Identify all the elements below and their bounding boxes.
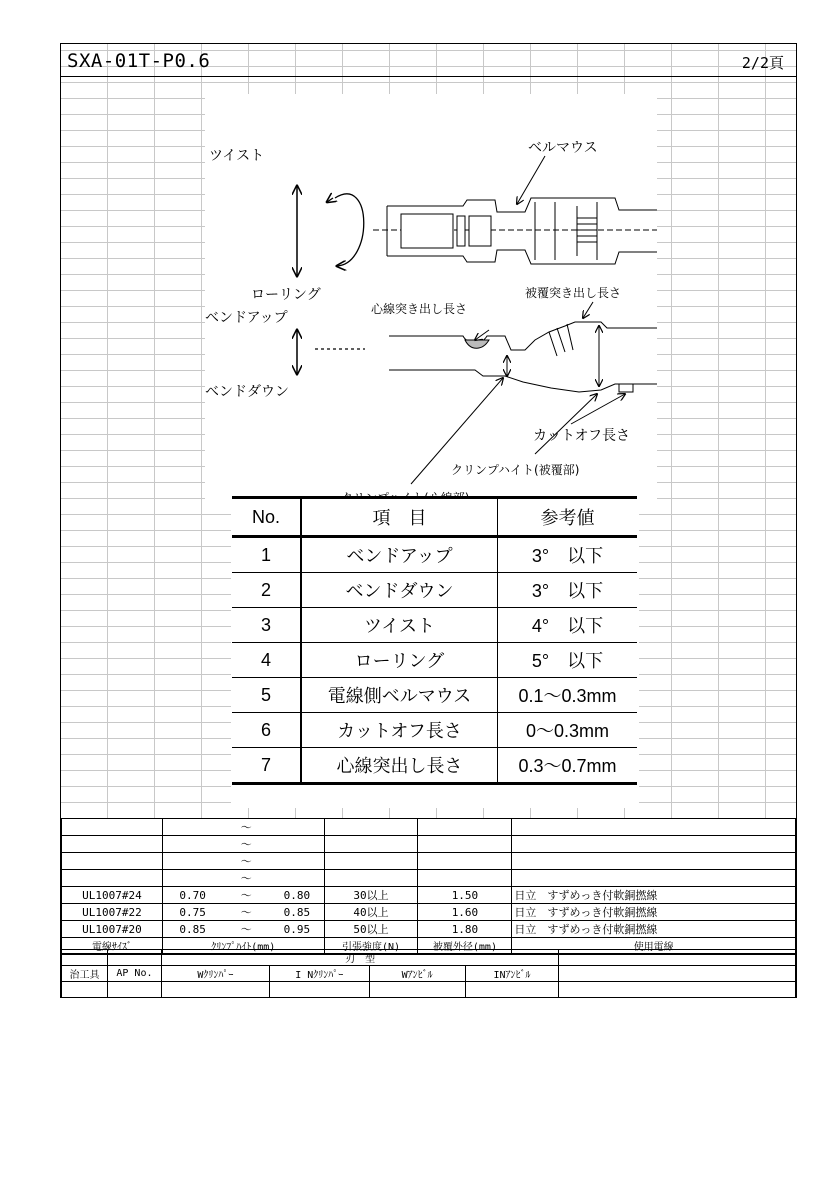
empty-row [62, 853, 796, 870]
od-header: 被覆外径(mm) [418, 938, 512, 955]
row-no: 1 [232, 537, 301, 573]
tilde: ～ [222, 887, 270, 904]
row-no: 4 [232, 643, 301, 678]
page-number: 2/2頁 [741, 54, 784, 72]
row-value: 4° 以下 [498, 608, 638, 643]
row-item: 心線突出し長さ [301, 748, 498, 784]
outer-diameter: 1.60 [418, 904, 512, 921]
twist-label: ツイスト [209, 148, 265, 164]
row-value: 3° 以下 [498, 537, 638, 573]
row-item: ベンドアップ [301, 537, 498, 573]
row-value: 3° 以下 [498, 573, 638, 608]
row-no: 7 [232, 748, 301, 784]
tilde: ～ [222, 921, 270, 938]
wire-size: UL1007#24 [62, 887, 163, 904]
row-value: 0.1～0.3mm [498, 678, 638, 713]
empty-row [62, 819, 796, 836]
in-crimper-header: I Nｸﾘﾝﾊﾟｰ [269, 966, 369, 982]
row-value: 0.3～0.7mm [498, 748, 638, 784]
table-row [232, 713, 637, 748]
tilde: ～ [222, 853, 270, 870]
tool-header: 治工具 [62, 966, 108, 982]
tilde: ～ [222, 836, 270, 853]
table-row [62, 887, 796, 904]
wire-type: 日立 すずめっき付軟銅撚線 [512, 904, 796, 921]
row-item: ベンドダウン [301, 573, 498, 608]
tensile-strength: 30以上 [324, 887, 418, 904]
crimp-height-max: 0.95 [270, 921, 324, 938]
row-value: 0～0.3mm [498, 713, 638, 748]
terminal-top-view [373, 156, 657, 264]
tilde: ～ [222, 819, 270, 836]
part-number-title: SXA-01T-P0.6 [67, 50, 211, 72]
w-anvil-header: Wｱﾝﾋﾞﾙ [369, 966, 465, 982]
insulation-protrusion-label: 被覆突き出し長さ [525, 286, 622, 300]
die-header-row [62, 950, 796, 966]
table-row [232, 678, 637, 713]
table-row [232, 537, 637, 573]
in-anvil-header: INｱﾝﾋﾞﾙ [465, 966, 559, 982]
table-row [232, 573, 637, 608]
reference-value-table [232, 496, 637, 785]
row-no: 5 [232, 678, 301, 713]
bend-down-label: ベンドダウン [205, 384, 289, 400]
crimp-height-min: 0.70 [162, 887, 222, 904]
row-no: 3 [232, 608, 301, 643]
tooling-table [61, 949, 796, 998]
bend-arrows [297, 330, 365, 374]
terminal-side-view [389, 302, 657, 484]
row-no: 6 [232, 713, 301, 748]
wire-size: UL1007#22 [62, 904, 163, 921]
wire-size: UL1007#20 [62, 921, 163, 938]
cutoff-label: カットオフ長さ [533, 428, 631, 444]
tensile-strength: 40以上 [324, 904, 418, 921]
tool-value-row [62, 982, 796, 998]
row-no: 2 [232, 573, 301, 608]
outer-diameter: 1.80 [418, 921, 512, 938]
col-value-header: 参考値 [498, 498, 638, 537]
empty-row [62, 870, 796, 887]
ap-no-header: AP No. [107, 966, 161, 982]
table-row [62, 921, 796, 938]
outer-diameter: 1.50 [418, 887, 512, 904]
crimp-height-max: 0.80 [270, 887, 324, 904]
empty-row [62, 836, 796, 853]
terminal-diagram-svg [205, 94, 657, 512]
row-item: ツイスト [301, 608, 498, 643]
wire-header: 使用電線 [512, 938, 796, 955]
rolling-label: ローリング [251, 287, 321, 303]
tilde: ～ [222, 870, 270, 887]
row-item: ローリング [301, 643, 498, 678]
row-item: カットオフ長さ [301, 713, 498, 748]
tensile-header: 引張強度(N) [324, 938, 418, 955]
crimp-height-min: 0.75 [162, 904, 222, 921]
wire-type: 日立 すずめっき付軟銅撚線 [512, 887, 796, 904]
die-header: 刃 型 [161, 950, 558, 966]
crimp-height-max: 0.85 [270, 904, 324, 921]
table-row [232, 643, 637, 678]
row-value: 5° 以下 [498, 643, 638, 678]
wire-type: 日立 すずめっき付軟銅撚線 [512, 921, 796, 938]
twist-arrows [297, 186, 364, 276]
reference-header-row [232, 498, 637, 537]
core-protrusion-label: 心線突き出し長さ [371, 302, 468, 316]
bellmouth-label: ベルマウス [528, 140, 598, 156]
table-row [62, 904, 796, 921]
crimp-height-insulation-label: クリンプハイト(被覆部) [451, 463, 580, 477]
tensile-strength: 50以上 [324, 921, 418, 938]
terminal-diagram [205, 94, 657, 512]
title-divider [61, 76, 796, 77]
col-no-header: No. [232, 498, 301, 537]
drawing-sheet [60, 43, 797, 998]
col-item-header: 項 目 [301, 498, 498, 537]
crimp-height-header: ｸﾘﾝﾌﾟﾊｲﾄ(mm) [162, 938, 324, 955]
crimp-height-min: 0.85 [162, 921, 222, 938]
wire-spec-section [61, 818, 796, 998]
tilde: ～ [222, 904, 270, 921]
tool-header-row [62, 966, 796, 982]
w-crimper-header: Wｸﾘﾝﾊﾟｰ [161, 966, 269, 982]
table-row [232, 748, 637, 784]
bend-up-label: ベンドアップ [205, 310, 288, 326]
wire-spec-table [61, 818, 796, 955]
table-row [232, 608, 637, 643]
wire-size-header: 電線ｻｲｽﾞ [62, 938, 163, 955]
row-item: 電線側ベルマウス [301, 678, 498, 713]
